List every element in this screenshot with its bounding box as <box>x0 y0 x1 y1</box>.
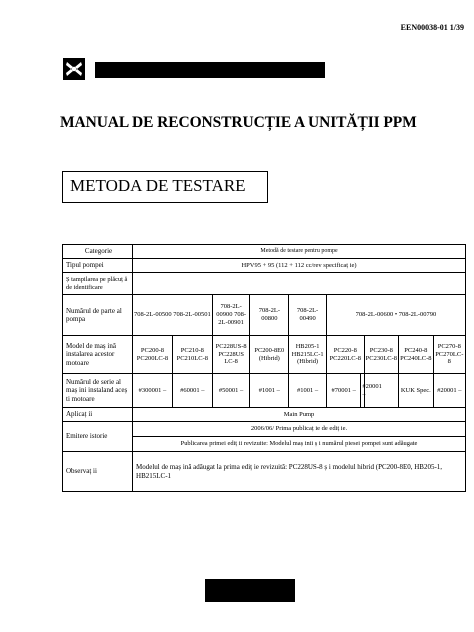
table-row-tipul-pompei <box>63 259 466 273</box>
document-id: EEN00038-01 1/39 <box>400 23 464 32</box>
pump-spec-table <box>62 244 466 492</box>
machine-model-cell: PC228US-8 PC228US LC-8 <box>212 336 250 374</box>
table-row-stampilare <box>63 273 466 295</box>
machine-model-cell: HB205-1 HB215LC-1 (Hibrid) <box>289 336 327 374</box>
machine-model-cell: PC270-8 PC270LC-8 <box>433 336 465 374</box>
serial-cell: #1001 – <box>250 374 289 408</box>
serial-cell: #20001 – <box>433 374 465 408</box>
observatii-label: Observaț ii <box>63 452 133 492</box>
tipul-pompei-label: Tipul pompei <box>63 259 133 273</box>
table-row-aplicatii <box>63 408 466 422</box>
serial-label: Numărul de serie al maș ini instaland aceș ti motoare <box>63 374 133 408</box>
machine-model-label: Model de maș ină instalarea acestor motoare <box>63 336 133 374</box>
table-row-emitere <box>63 422 466 437</box>
aplicatii-value: Main Pump <box>133 408 466 422</box>
table-row-observatii <box>63 452 466 492</box>
redacted-footer-bar <box>205 579 295 602</box>
stampilare-value <box>133 273 466 295</box>
part-number-label: Numărul de parte al pompa <box>63 295 133 336</box>
company-logo-icon <box>63 58 85 80</box>
redacted-header-bar <box>95 62 325 78</box>
part-number-cell: 708-2L-00490 <box>289 295 327 336</box>
stampilare-label: Ș tampilarea pe plăcuț ă de identificare <box>63 273 133 295</box>
emitere-entry: 2006/06/ Prima publicaț ie de ediț ie. <box>133 422 466 437</box>
serial-cell: #60001 – <box>172 374 212 408</box>
part-number-cell: 708-2L-00600 • 708-2L-00790 <box>326 295 465 336</box>
table-row-part-number <box>63 295 466 336</box>
serial-cell: KUK Spec. <box>399 374 433 408</box>
section-title: METODA DE TESTARE <box>70 176 246 195</box>
table-row-machine-model <box>63 336 466 374</box>
part-number-cell: 708-2L-00500 708-2L-00501 <box>133 295 213 336</box>
part-number-cell: 708-2L-00900 708-2L-00901 <box>212 295 250 336</box>
machine-model-cell: PC220-8 PC220LC-8 <box>326 336 364 374</box>
serial-cell: #70001 – <box>326 374 360 408</box>
serial-cell: #300001 – <box>133 374 173 408</box>
machine-model-cell: PC230-8 PC230LC-8 <box>364 336 398 374</box>
tipul-pompei-value: HPV95 + 95 (112 + 112 cc/rev specificaț ie) <box>133 259 466 273</box>
emitere-label: Emitere istorie <box>63 422 133 452</box>
machine-model-cell: PC240-8 PC240LC-8 <box>399 336 433 374</box>
page-title: MANUAL DE RECONSTRUCȚIE A UNITĂȚII PPM <box>60 114 417 131</box>
aplicatii-label: Aplicaț ii <box>63 408 133 422</box>
serial-cell <box>364 374 398 408</box>
emitere-entry: Publicarea primei ediț ii revizuite: Modelul maș inii ș i numărul piesei pompei sunt adăugate <box>133 437 466 452</box>
machine-model-cell: PC200-8E0 (Hibrid) <box>250 336 289 374</box>
table-row-serial <box>63 374 466 408</box>
categorie-value: Metodă de testare pentru pompe <box>133 245 466 259</box>
serial-cell: #20001 – <box>361 374 364 408</box>
serial-cell: #1001 – <box>289 374 327 408</box>
serial-cell: #50001 – <box>212 374 250 408</box>
observatii-value: Modelul de maș ină adăugat la prima ediț ie revizuită: PC228US-8 ș i modelul hibrid (PC200-8E0, HB205-1, HB215LC-1 <box>133 452 466 492</box>
part-number-cell: 708-2L-00800 <box>250 295 289 336</box>
machine-model-cell: PC200-8 PC200LC-8 <box>133 336 173 374</box>
machine-model-cell: PC210-8 PC210LC-8 <box>172 336 212 374</box>
table-row-categorie <box>63 245 466 259</box>
categorie-label: Categorie <box>63 245 133 259</box>
